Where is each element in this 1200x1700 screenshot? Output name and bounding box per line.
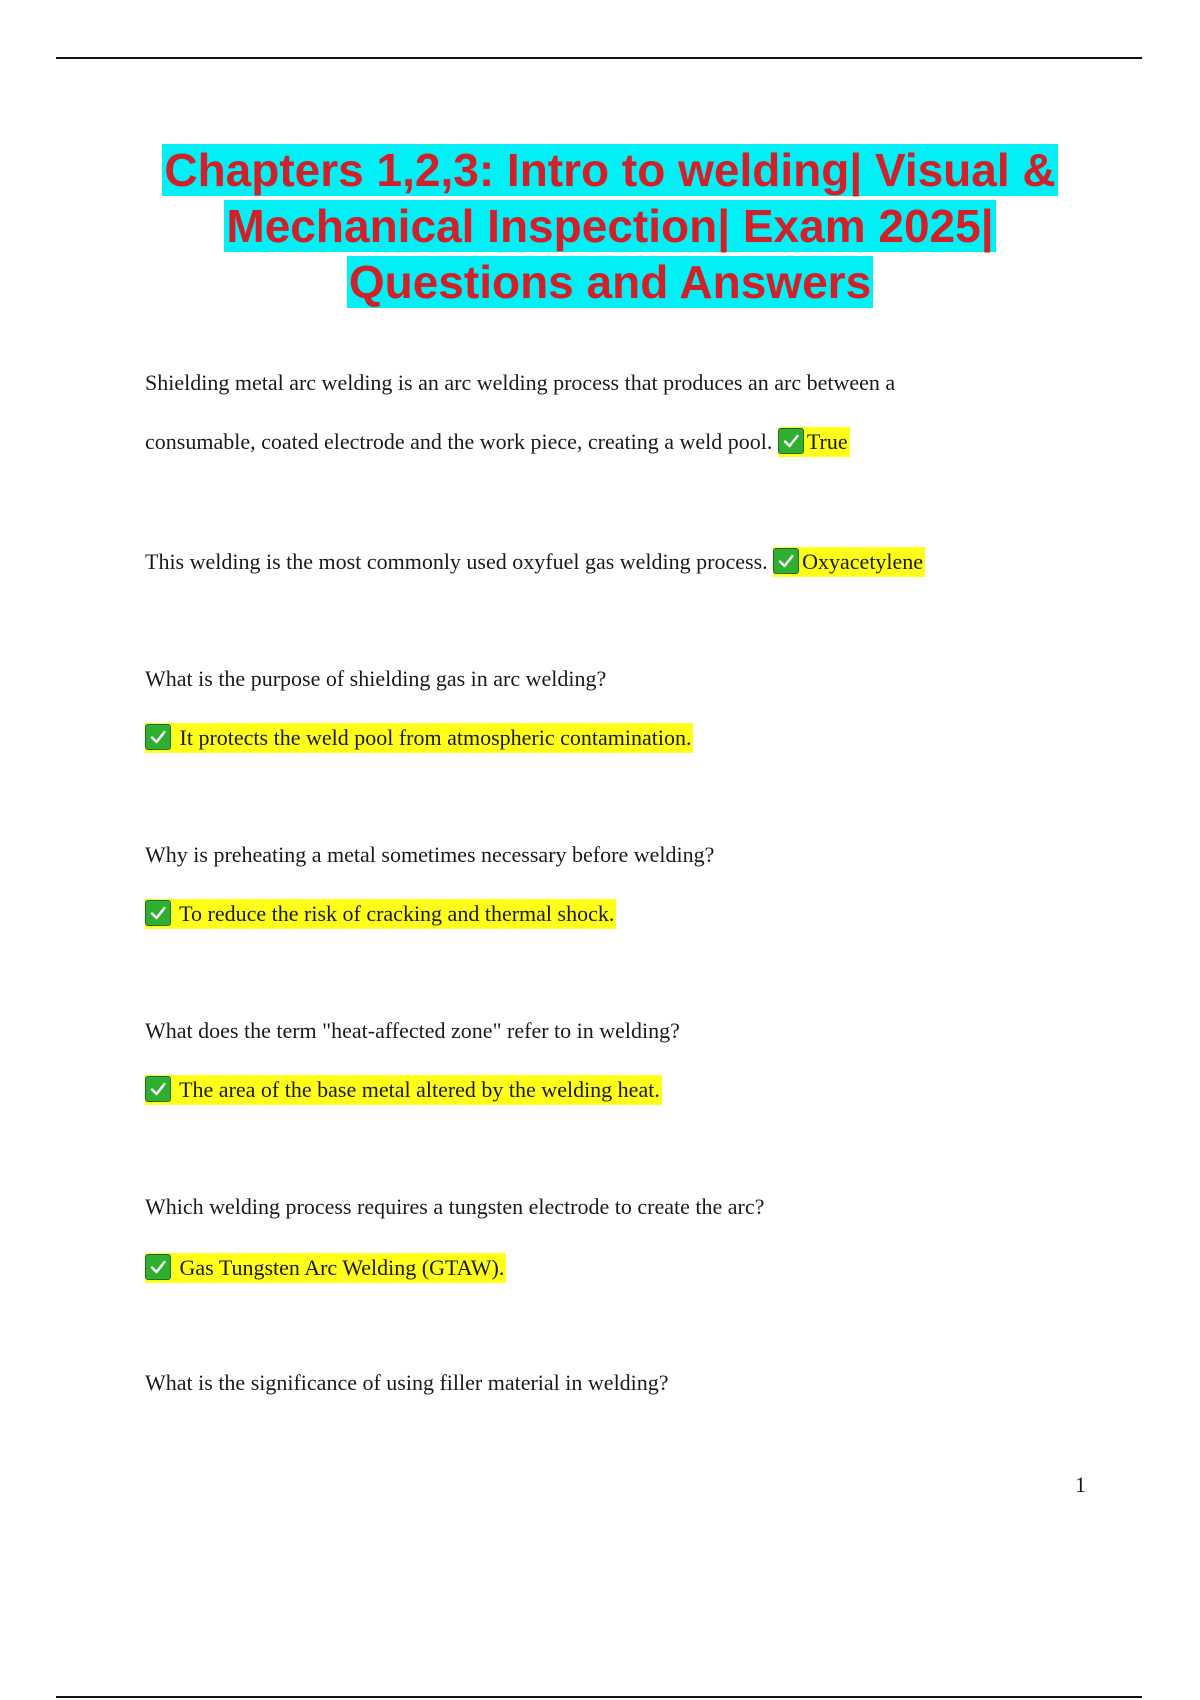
answer-4 <box>145 899 616 929</box>
question-2-text: This welding is the most commonly used oxyfuel gas welding process. <box>145 549 768 574</box>
question-5: What does the term "heat-affected zone" refer to in welding? <box>145 1018 680 1043</box>
answer-4-line <box>145 900 616 927</box>
question-2 <box>145 548 925 575</box>
answer-2 <box>773 547 925 577</box>
answer-6-text: Gas Tungsten Arc Welding (GTAW). <box>174 1255 505 1280</box>
footer-rule <box>56 1696 1142 1698</box>
question-1-text: consumable, coated electrode and the work piece, creating a weld pool. <box>145 429 773 454</box>
answer-1 <box>778 427 850 457</box>
answer-5 <box>145 1075 662 1105</box>
check-mark-icon <box>773 548 799 574</box>
answer-6 <box>145 1253 506 1283</box>
question-6: Which welding process requires a tungsten electrode to create the arc? <box>145 1194 765 1219</box>
answer-6-line <box>145 1254 506 1281</box>
answer-3-text: It protects the weld pool from atmospheric contamination. <box>174 725 692 750</box>
title-line-1: Chapters 1,2,3: Intro to welding| Visual & <box>164 144 1056 196</box>
check-mark-icon <box>145 1076 171 1102</box>
answer-5-text: The area of the base metal altered by the welding heat. <box>174 1077 660 1102</box>
question-3: What is the purpose of shielding gas in arc welding? <box>145 666 607 691</box>
answer-5-line <box>145 1076 662 1103</box>
answer-4-text: To reduce the risk of cracking and thermal shock. <box>174 901 615 926</box>
answer-1-text: True <box>806 429 848 454</box>
page-number: 1 <box>1075 1472 1086 1497</box>
question-4: Why is preheating a metal sometimes necessary before welding? <box>145 842 715 867</box>
check-mark-icon <box>145 1254 171 1280</box>
title-line-2: Mechanical Inspection| Exam 2025| <box>226 200 994 252</box>
document-title <box>80 142 1140 310</box>
question-1-line-2 <box>145 428 850 455</box>
question-1-line-1: Shielding metal arc welding is an arc welding process that produces an arc between a <box>145 370 896 395</box>
answer-2-text: Oxyacetylene <box>802 549 924 574</box>
title-line-3: Questions and Answers <box>348 256 872 308</box>
answer-3-line <box>145 724 693 751</box>
question-7: What is the significance of using filler material in welding? <box>145 1370 669 1395</box>
check-mark-icon <box>145 724 171 750</box>
check-mark-icon <box>145 900 171 926</box>
answer-3 <box>145 723 693 753</box>
header-rule <box>56 57 1142 59</box>
check-mark-icon <box>778 428 804 454</box>
